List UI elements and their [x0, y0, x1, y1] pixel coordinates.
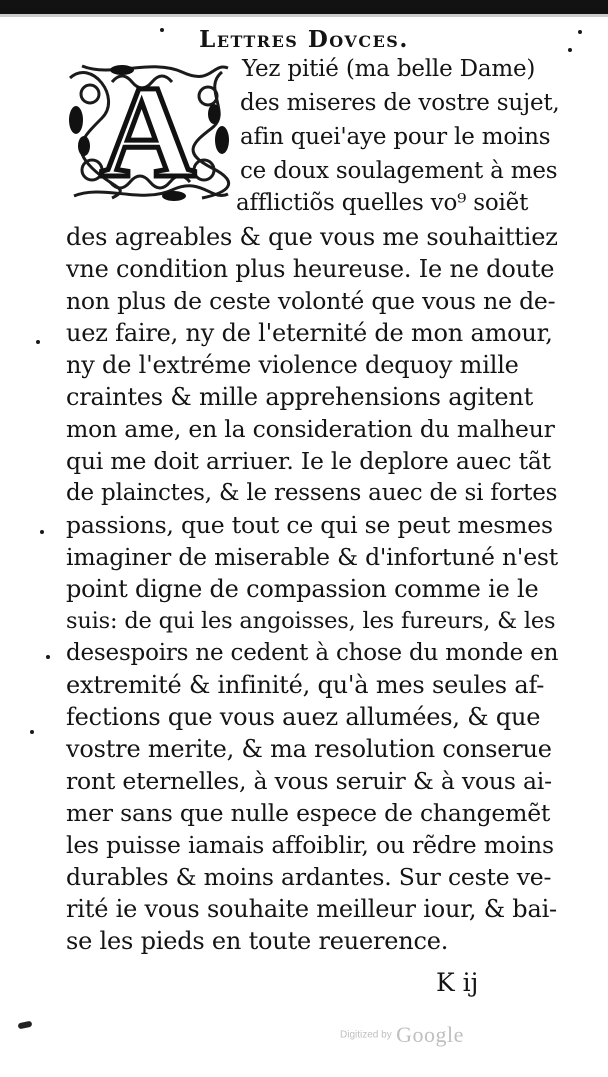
- text-line: rité ie vous souhaite meilleur iour, & bai-: [66, 895, 557, 923]
- text-line: les puisse iamais affoiblir, ou rẽdre moins: [66, 831, 554, 859]
- text-line: imaginer de miserable & d'infortuné n'est: [66, 543, 559, 571]
- signature-mark: K ij: [436, 968, 479, 997]
- text-line: ny de l'extréme violence dequoy mille: [66, 351, 519, 379]
- text-line: uez faire, ny de l'eternité de mon amour,: [66, 319, 553, 347]
- text-line: desespoirs ne cedent à chose du monde en: [66, 640, 559, 666]
- text-line: ce doux soulagement à mes: [240, 158, 558, 184]
- text-line: extremité & infinité, qu'à mes seules af-: [66, 671, 545, 699]
- watermark-brand: Google: [396, 1022, 464, 1047]
- margin-speck: [40, 530, 44, 534]
- text-line: durables & moins ardantes. Sur ceste ve-: [66, 863, 552, 891]
- text-line: vne condition plus heureuse. Ie ne doute: [66, 255, 555, 283]
- text-line: craintes & mille apprehensions agitent: [66, 383, 534, 411]
- text-line: mer sans que nulle espece de changemẽt: [66, 799, 551, 827]
- text-line: fections que vous auez allumées, & que: [66, 703, 541, 731]
- text-line: suis: de qui les angoisses, les fureurs, & les: [66, 608, 556, 634]
- margin-speck: [30, 730, 34, 734]
- text-line: des miseres de vostre sujet,: [240, 90, 560, 116]
- text-line: passions, que tout ce qui se peut mesmes: [66, 511, 553, 539]
- text-line: afin quei'aye pour le moins: [240, 124, 551, 150]
- text-line: de plainctes, & le ressens auec de si fortes: [66, 480, 558, 506]
- text-line: ront eternelles, à vous seruir & à vous ai-: [66, 767, 552, 795]
- margin-speck: [46, 655, 50, 659]
- text-line: des agreables & que vous me souhaittiez: [66, 223, 558, 251]
- watermark-prefix: Digitized by: [340, 1029, 392, 1041]
- margin-speck: [578, 30, 582, 34]
- text-line: vostre merite, & ma resolution conserue: [66, 735, 552, 763]
- text-line: se les pieds en toute reuerence.: [66, 927, 449, 955]
- running-head: Lettres Dovces.: [199, 26, 409, 53]
- digitization-watermark: [340, 1022, 464, 1048]
- text-line: Yez pitié (ma belle Dame): [242, 56, 536, 82]
- text-line: point digne de compassion comme ie le: [66, 575, 539, 603]
- text-line: qui me doit arriuer. Ie le deplore auec tãt: [66, 447, 551, 475]
- text-line: non plus de ceste volonté que vous ne de-: [66, 287, 556, 315]
- corner-smudge: [18, 1021, 33, 1030]
- margin-speck: [36, 340, 40, 344]
- initial-letter: A: [100, 58, 196, 204]
- margin-speck: [160, 28, 164, 32]
- decorated-initial: [62, 58, 234, 204]
- top-border-rule: [0, 0, 608, 14]
- text-line: afflictiõs quelles vo⁹ soiẽt: [236, 190, 529, 216]
- margin-speck: [568, 48, 572, 52]
- text-line: mon ame, en la consideration du malheur: [66, 415, 555, 443]
